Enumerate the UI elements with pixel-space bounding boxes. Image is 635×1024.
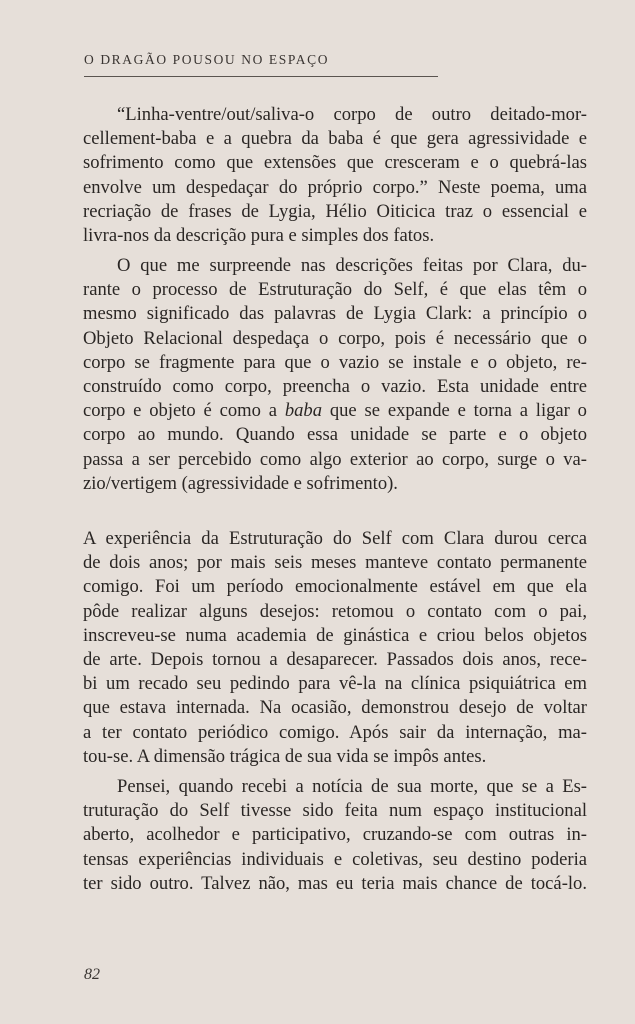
text-line: a ter contato periódico comigo. Após sair da internação, ma- [83,721,587,743]
text-fragment: que se expande e torna a ligar o [322,400,587,422]
text-line: construído como corpo, preencha o vazio. Esta unidade entre [83,376,587,398]
text-line: recriação de frases de Lygia, Hélio Oiticica traz o essencial e [83,200,587,222]
paragraph-3 [83,527,587,769]
emphasis-baba: baba [284,400,323,422]
text-line: passa a ser percebido como algo exterior ao corpo, surge o va- [83,448,587,470]
page-number: 82 [84,966,100,983]
text-line: Pensei, quando recebi a notícia de sua morte, que se a Es- [117,776,587,797]
text-line: Objeto Relacional despedaça o corpo, pois é necessário que o [83,327,587,349]
paragraph-4 [83,775,587,896]
text-line: envolve um despedaçar do próprio corpo.” Neste poema, uma [83,176,587,198]
text-line: pôde realizar alguns desejos: retomou o contato com o pai, [83,600,587,622]
text-line: mesmo significado das palavras de Lygia Clark: a princípio o [83,303,587,325]
text-line: livra-nos da descrição pura e simples dos fatos. [83,225,435,247]
text-line: cellement-baba e a quebra da baba é que gera agressividade e [83,128,587,150]
text-line: tou-se. A dimensão trágica de sua vida se impôs antes. [83,745,487,767]
paragraph-1 [83,103,587,248]
text-line: A experiência da Estruturação do Self com Clara durou cerca [83,528,587,549]
text-line-with-emphasis [83,399,587,423]
text-line: de dois anos; por mais seis meses manteve contato permanente [83,552,587,574]
text-line: tensas experiências individuais e coletivas, seu destino poderia [83,848,587,870]
text-line: aberto, acolhedor e participativo, cruzando-se com outras in- [83,824,587,846]
text-line: comigo. Foi um período emocionalmente estável em que ela [83,576,587,598]
text-line: ter sido outro. Talvez não, mas eu teria mais chance de tocá-lo. [83,872,587,894]
text-line: “Linha-ventre/out/saliva-o corpo de outro deitado-mor- [117,104,587,125]
text-line: zio/vertigem (agressividade e sofrimento). [83,472,398,494]
text-line: corpo ao mundo. Quando essa unidade se parte e o objeto [83,424,587,446]
header-rule [84,76,438,77]
text-line: bi um recado seu pedindo para vê-la na clínica psiquiátrica em [83,673,587,695]
text-line: truturação do Self tivesse sido feita num espaço institucional [83,800,587,822]
text-line: O que me surpreende nas descrições feitas por Clara, du- [117,255,587,276]
text-line: de arte. Depois tornou a desaparecer. Passados dois anos, rece- [83,649,587,671]
text-fragment: corpo e objeto é como a [83,400,285,422]
text-line: que estava internada. Na ocasião, demonstrou desejo de voltar [83,697,587,719]
text-line: sofrimento como que extensões que cresceram e o quebrá-las [83,152,587,174]
paragraph-2 [83,254,587,496]
running-head: O DRAGÃO POUSOU NO ESPAÇO [84,52,330,67]
text-line: rante o processo de Estruturação do Self, é que elas têm o [83,279,587,301]
text-line: inscreveu-se numa academia de ginástica e criou belos objetos [83,624,587,646]
text-line: corpo se fragmente para que o vazio se instale e o objeto, re- [83,351,587,373]
